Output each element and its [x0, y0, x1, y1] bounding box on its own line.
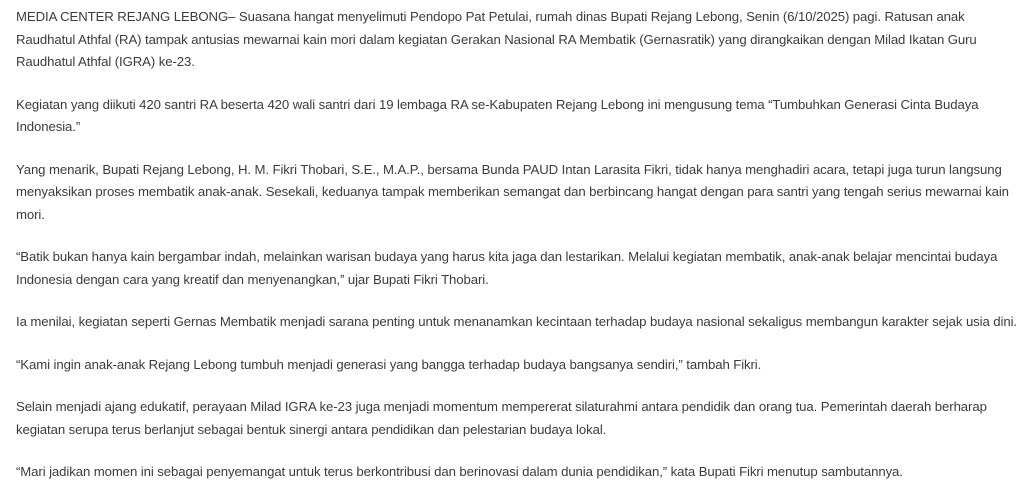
paragraph-bupati-quote: “Batik bukan hanya kain bergambar indah, melainkan warisan budaya yang harus kita jaga dan lestarikan. Melalui kegiatan membatik, anak-anak belajar mencintai budaya Indonesia dengan cara yang kreatif dan menyenangkan,” ujar Bupati Fikri Thobari. [16, 249, 998, 287]
paragraph-intro: MEDIA CENTER REJANG LEBONG– Suasana hangat menyelimuti Pendopo Pat Petulai, rumah dinas Bupati Rejang Lebong, Senin (6/10/2025) pagi. Ratusan anak Raudhatul Athfal (RA) tampak antusias mewarnai kain mori dalam kegiatan Gerakan Nasional RA Membatik (Gernasratik) yang dirangkaikan dengan Milad Ikatan Guru Raudhatul Athfal (IGRA) ke-23. [16, 9, 977, 69]
paragraph-participants: Kegiatan yang diikuti 420 santri RA beserta 420 wali santri dari 19 lembaga RA se-Kabupaten Rejang Lebong ini mengusung tema “Tumbuhkan Generasi Cinta Budaya Indonesia.” [16, 96, 979, 134]
paragraph-second-quote: “Kami ingin anak-anak Rejang Lebong tumbuh menjadi generasi yang bangga terhadap budaya bangsanya sendiri,” tambah Fikri. [16, 356, 762, 372]
article-body [16, 6, 1024, 484]
paragraph-milad-igra: Selain menjadi ajang edukatif, perayaan Milad IGRA ke-23 juga menjadi momentum mempererat silaturahmi antara pendidik dan orang tua. Pemerintah daerah berharap kegiatan serupa terus berlanjut sebagai bentuk sinergi antara pendidikan dan pelestarian budaya lokal. [16, 399, 987, 437]
paragraph-assessment: Ia menilai, kegiatan seperti Gernas Membatik menjadi sarana penting untuk menanamkan kecintaan terhadap budaya nasional sekaligus membangun karakter sejak usia dini. [16, 314, 1017, 329]
paragraph-bupati-attendance: Yang menarik, Bupati Rejang Lebong, H. M. Fikri Thobari, S.E., M.A.P., bersama Bunda PAUD Intan Larasita Fikri, tidak hanya menghadiri acara, tetapi juga turun langsung menyaksikan proses membatik anak-anak. Sesekali, keduanya tampak memberikan semangat dan berbincang hangat dengan para santri yang tengah serius mewarnai kain mori. [16, 161, 1009, 222]
paragraph-closing-quote: “Mari jadikan momen ini sebagai penyemangat untuk terus berkontribusi dan berinovasi dalam dunia pendidikan,” kata Bupati Fikri menutup sambutannya. [16, 464, 903, 479]
